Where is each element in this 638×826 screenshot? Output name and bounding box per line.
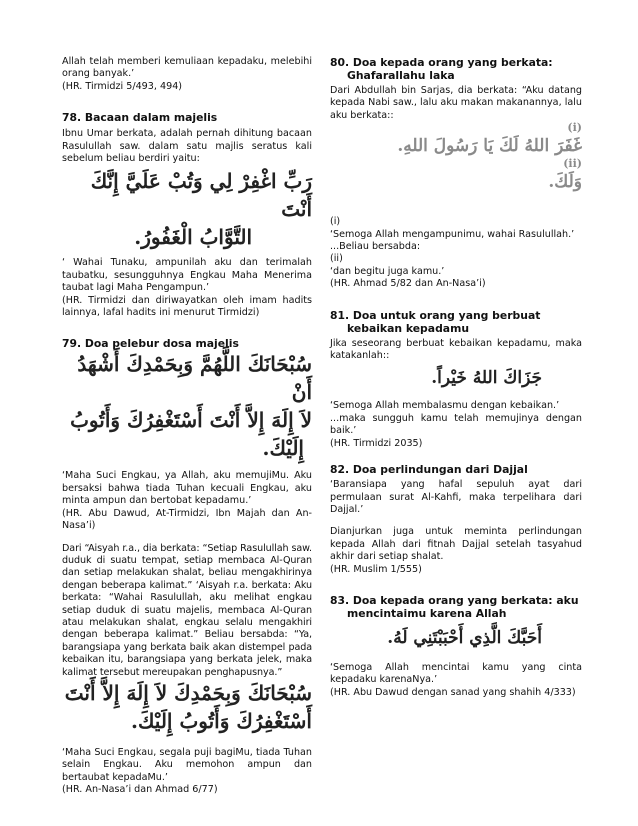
left-column	[62, 56, 312, 797]
section-82-heading: 82. Doa perlindungan dari Dajjal	[330, 463, 528, 477]
section-79-arabic-line-3: إِلَيْكَ.	[262, 436, 304, 461]
section-83-arabic: أَحَبَّكَ الَّذِي أَحْبَبْتَنِي لَهُ.	[387, 627, 542, 648]
right-column	[330, 56, 582, 699]
section-79-arabic-line-4: سُبْحَانَكَ وَبِحَمْدِكَ لاَ إِلَهَ إِلاَّ أَنْتَ	[64, 680, 312, 705]
section-81-reference: (HR. Tirmidzi 2035)	[330, 437, 423, 449]
section-79-narration: Dari “Aisyah r.a., dia berkata: “Setiap Rasulullah saw. duduk di suatu tempat, setiap membaca Al-Quran dan setiap melakukan shalat, beliau mengakhirinya dengan beberapa kalimat.” ‘Aisyah r.a. berkata: Aku berkata: “Wahai Rasulullah, aku melihat engkau setiap duduk di suatu majelis, membaca Al-Quran atau melakukan shalat, engkau selalu mengakhiri dengan beberapa kalimat.” Beliau bersabda: “Ya, barangsiapa yang berkata baik akan distempel pada kebaikan itu, barangsiapa yang berkata jelek, maka kalimat tersebut mereupakan penghapusnya.”	[62, 542, 312, 678]
section-81-extra: ...maka sungguh kamu telah memujinya dengan baik.’	[330, 412, 582, 437]
section-80-intro: Dari Abdullah bin Sarjas, dia berkata: “Aku datang kepada Nabi saw., lalu aku makan makanannya, lalu aku berkata::	[330, 85, 582, 121]
section-80-heading: 80. Doa kepada orang yang berkata: Ghafarallahu laka	[330, 56, 553, 82]
intro-paragraph: Allah telah memberi kemuliaan kepadaku, melebihi orang banyak.’	[62, 56, 312, 80]
section-79-arabic-line-5: أَسْتَغْفِرُكَ وَأَتُوبُ إِلَيْكَ.	[130, 708, 312, 733]
section-79-reference: (HR. Abu Dawud, At-Tirmidzi, Ibn Majah dan An-Nasa’i)	[62, 507, 312, 532]
section-80-reference: (HR. Ahmad 5/82 dan An-Nasa’i)	[330, 278, 486, 290]
section-82-paragraph-2: Dianjurkan juga untuk meminta perlindungan kepada Allah dari fitnah Dajjal setelah tasyahud akhir dari setiap shalat.	[330, 526, 582, 563]
section-81-arabic: جَزَاكَ اللهُ خَيْراً.	[431, 368, 542, 389]
section-80-t4: (ii)	[330, 253, 343, 265]
section-79-arabic-line-1: سُبْحَانَكَ اللَّهُمَّ وَبِحَمْدِكَ أَشْهَدُ أَنْ	[77, 352, 312, 405]
intro-reference: (HR. Tirmidzi 5/493, 494)	[62, 80, 183, 92]
section-79-heading: 79. Doa pelebur dosa majelis	[62, 337, 239, 351]
section-81-translation: ‘Semoga Allah membalasmu dengan kebaikan.’	[330, 400, 560, 412]
section-79-translation-2: ‘Maha Suci Engkau, segala puji bagiMu, tiada Tuhan selain Engkau. Aku memohon ampun dan bertaubat kepadaMu.’	[62, 746, 312, 783]
section-78-translation: ‘ Wahai Tunaku, ampunilah aku dan terimalah taubatku, sesungguhnya Engkau Maha Menerima taubat lagi Maha Pengampun.’	[62, 257, 312, 294]
section-79-translation: ‘Maha Suci Engkau, ya Allah, aku memujiMu. Aku bersaksi bahwa tiada Tuhan kecuali Engkau, aku minta ampun dan bertobat kepadamu.’	[62, 470, 312, 507]
section-83-reference: (HR. Abu Dawud dengan sanad yang shahih 4/333)	[330, 686, 576, 698]
arabic-marker-i: (i)	[567, 121, 582, 135]
section-80-t2: ‘Semoga Allah mengampunimu, wahai Rasulullah.’	[330, 228, 575, 240]
section-78-arabic-line-1: رَبِّ اغْفِرْ لِي وَتُبْ عَلَيَّ إِنَّكَ أَنْتَ	[90, 169, 312, 222]
section-80-arabic-1: غَفَرَ اللهُ لَكَ يَا رَسُولَ اللهِ.	[397, 136, 582, 157]
section-79-reference-2: (HR. An-Nasa’i dan Ahmad 6/77)	[62, 784, 218, 796]
section-78-intro: Ibnu Umar berkata, adalah pernah dihitung bacaan Rasulullah saw. dalam satu majlis seratus kali sebelum beliau berdiri yaitu:	[62, 128, 312, 165]
section-81-heading: 81. Doa untuk orang yang berbuat kebaikan kepadamu	[330, 308, 541, 335]
section-81-intro: Jika seseorang berbuat kebaikan kepadamu, maka katakanlah::	[330, 337, 582, 362]
section-82-paragraph-1: ‘Baransiapa yang hafal sepuluh ayat dari permulaan surat Al-Kahfi, maka terpelihara dari Dajjal.’	[330, 479, 582, 515]
section-82-reference: (HR. Muslim 1/555)	[330, 563, 422, 575]
section-78-arabic-line-2: التَّوَّابُ الْغَفُورُ.	[134, 225, 252, 250]
section-78-reference: (HR. Tirmidzi dan diriwayatkan oleh imam hadits lainnya, lafal hadits ini menurut Tirmidzi)	[62, 294, 312, 319]
arabic-marker-ii: (ii)	[563, 157, 582, 171]
section-80-arabic-2: وَلَكَ.	[548, 172, 582, 193]
section-83-heading: 83. Doa kepada orang yang berkata: aku mencintaimu karena Allah	[330, 593, 579, 620]
section-83-translation: ‘Semoga Allah mencintai kamu yang cinta kepadaku karenaNya.’	[330, 661, 582, 686]
section-79-arabic-line-2: لاَ إِلَهَ إِلاَّ أَنْتَ أَسْتَغْفِرُكَ وَأَتُوبُ	[70, 408, 312, 433]
section-80-t5: ‘dan begitu juga kamu.’	[330, 265, 445, 277]
section-80-t1: (i)	[330, 216, 341, 228]
section-80-t3: ...Beliau bersabda:	[330, 241, 421, 253]
section-78-heading: 78. Bacaan dalam majelis	[62, 111, 218, 125]
